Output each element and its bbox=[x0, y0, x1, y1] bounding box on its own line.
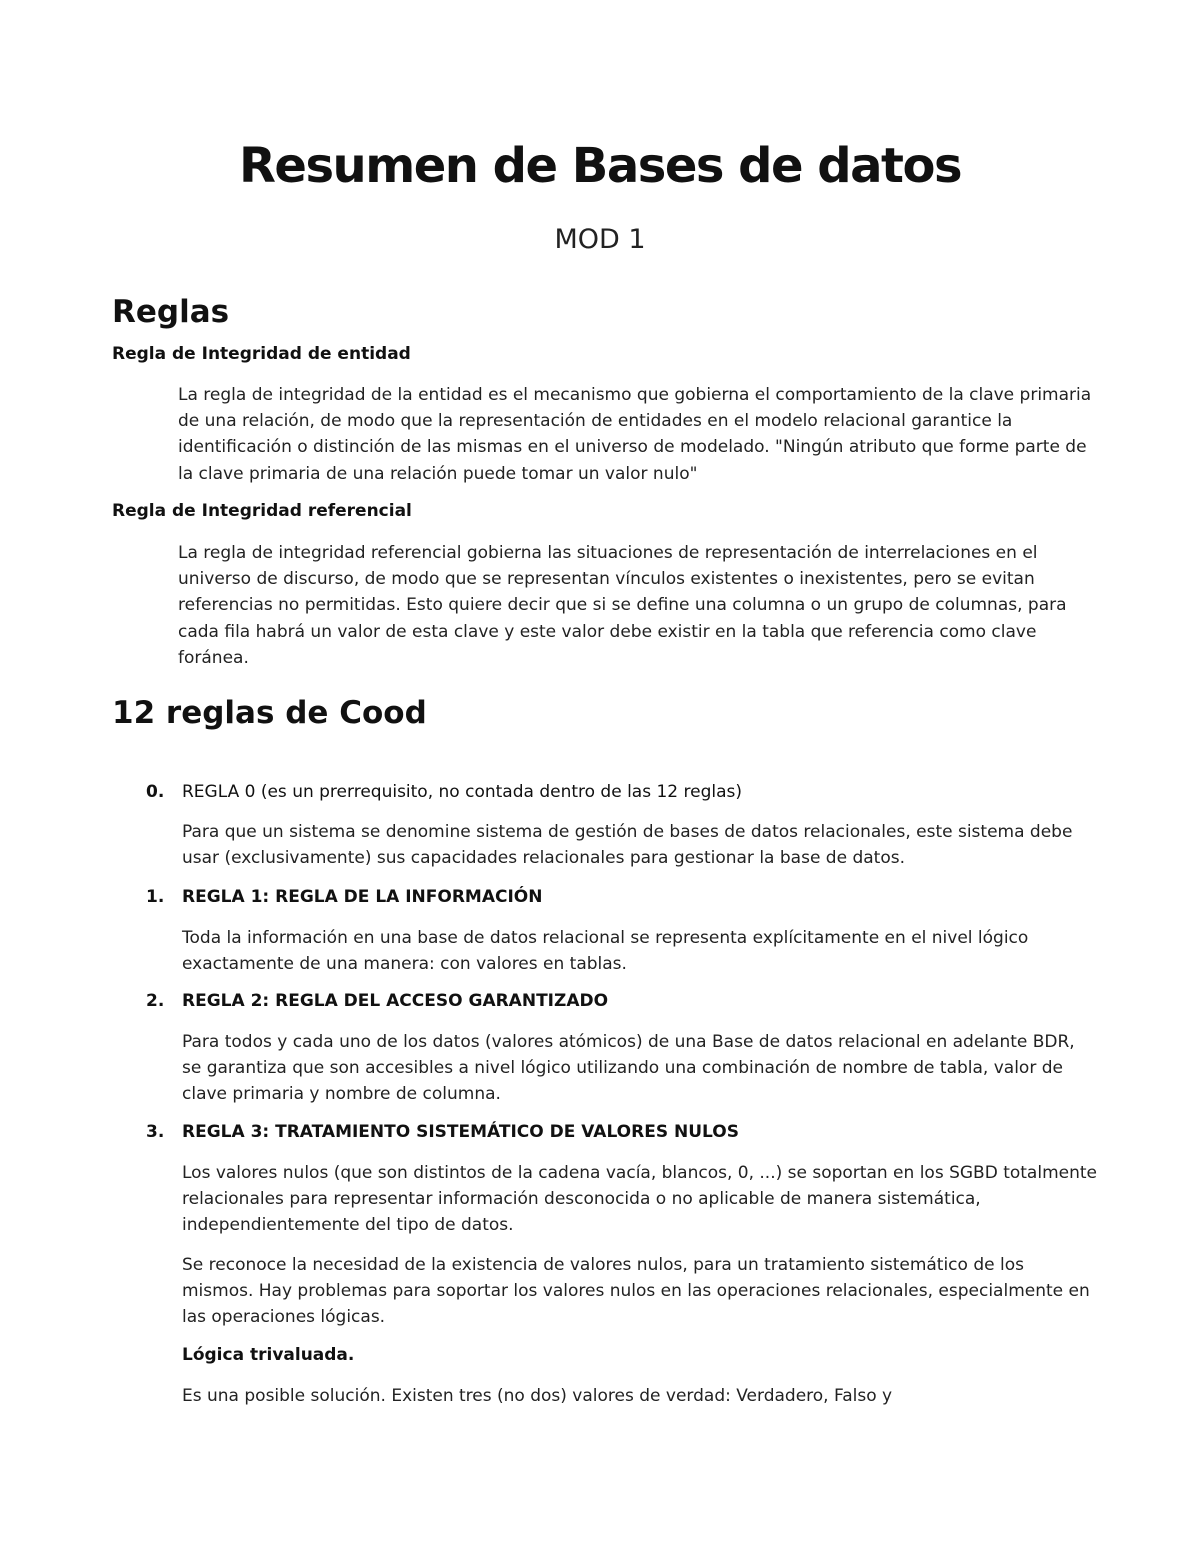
rule-1-heading bbox=[146, 887, 543, 907]
rule-title: REGLA 3: TRATAMIENTO SISTEMÁTICO DE VALORES NULOS bbox=[182, 1122, 739, 1142]
rule-0-heading bbox=[146, 782, 742, 802]
rule-3-heading bbox=[146, 1122, 739, 1142]
paragraph-integridad-entidad: La regla de integridad de la entidad es el mecanismo que gobierna el comportamiento de la clave primaria de una relación, de modo que la representación de entidades en el modelo relacional garantice la identificación o distinción de las mismas en el universo de modelado. "Ningún atributo que forme parte de la clave primaria de una relación puede tomar un valor nulo" bbox=[178, 385, 1092, 484]
logica-trivaluada-paragraph: Es una posible solución. Existen tres (no dos) valores de verdad: Verdadero, Falso y bbox=[182, 1386, 893, 1406]
section-heading-codd: 12 reglas de Cood bbox=[112, 695, 427, 731]
rule-title: REGLA 1: REGLA DE LA INFORMACIÓN bbox=[182, 887, 543, 907]
rule-title: REGLA 0 (es un prerrequisito, no contada dentro de las 12 reglas) bbox=[182, 782, 743, 802]
document-title: Resumen de Bases de datos bbox=[238, 138, 962, 194]
rule-2-heading bbox=[146, 991, 608, 1011]
rule-number: 1. bbox=[146, 887, 165, 907]
heading-integridad-referencial: Regla de Integridad referencial bbox=[112, 501, 412, 521]
rule-title: REGLA 2: REGLA DEL ACCESO GARANTIZADO bbox=[182, 991, 609, 1011]
rule-number: 3. bbox=[146, 1122, 165, 1142]
rule-3-paragraph-2: Se reconoce la necesidad de la existencia de valores nulos, para un tratamiento sistemático de los mismos. Hay problemas para soportar los valores nulos en las operaciones relacionales, especialmente en las operaciones lógicas. bbox=[182, 1255, 1090, 1328]
rule-number: 0. bbox=[146, 782, 165, 802]
logica-trivaluada-heading: Lógica trivaluada. bbox=[182, 1345, 355, 1365]
rule-2-paragraph: Para todos y cada uno de los datos (valores atómicos) de una Base de datos relacional en adelante BDR, se garantiza que son accesibles a nivel lógico utilizando una combinación de nombre de tabla, valor de clave primaria y nombre de columna. bbox=[182, 1032, 1075, 1105]
document-subtitle: MOD 1 bbox=[554, 224, 646, 255]
rule-1-paragraph: Toda la información en una base de datos relacional se representa explícitamente en el nivel lógico exactamente de una manera: con valores en tablas. bbox=[182, 928, 1029, 975]
rule-number: 2. bbox=[146, 991, 165, 1011]
rule-0-paragraph: Para que un sistema se denomine sistema de gestión de bases de datos relacionales, este sistema debe usar (exclusivamente) sus capacidades relacionales para gestionar la base de datos. bbox=[182, 822, 1073, 869]
section-heading-reglas: Reglas bbox=[112, 294, 230, 330]
heading-integridad-entidad: Regla de Integridad de entidad bbox=[112, 344, 411, 364]
paragraph-integridad-referencial: La regla de integridad referencial gobierna las situaciones de representación de interrelaciones en el universo de discurso, de modo que se representan vínculos existentes o inexistentes, pero se evitan referencias no permitidas. Esto quiere decir que si se define una columna o un grupo de columnas, para cada fila habrá un valor de esta clave y este valor debe existir en la tabla que referencia como clave foránea. bbox=[178, 543, 1067, 668]
rule-3-paragraph-1: Los valores nulos (que son distintos de la cadena vacía, blancos, 0, ...) se soportan en los SGBD totalmente relacionales para representar información desconocida o no aplicable de manera sistemática, independientemente del tipo de datos. bbox=[182, 1163, 1097, 1236]
